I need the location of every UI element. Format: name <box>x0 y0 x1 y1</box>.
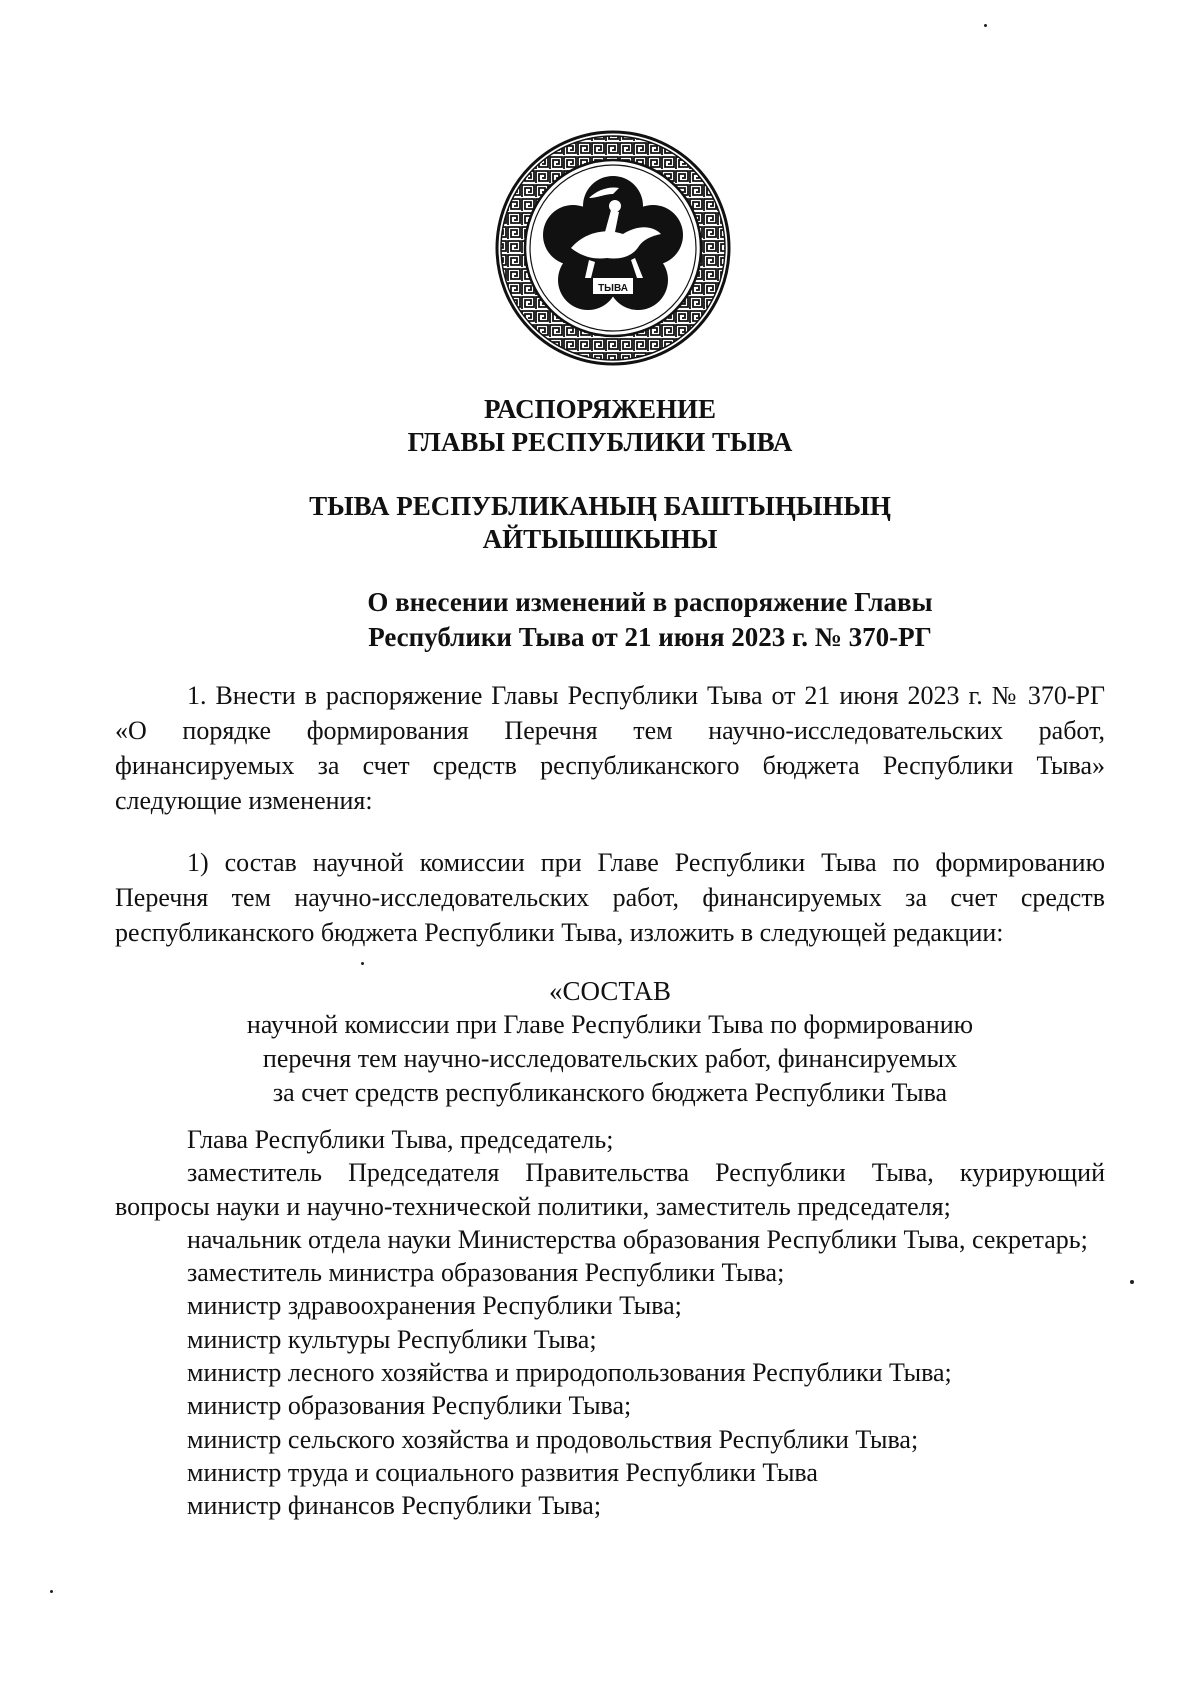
tuva-emblem-icon <box>493 128 733 368</box>
member-item: заместитель министра образования Республики Тыва; <box>187 1258 785 1288</box>
title-ru-line1: РАСПОРЯЖЕНИЕ <box>483 394 717 424</box>
member-item: министр лесного хозяйства и природопользования Республики Тыва; <box>187 1358 952 1388</box>
emblem-text: ТЫВА <box>598 283 628 294</box>
composition-line2: перечня тем научно-исследовательских работ, финансируемых <box>262 1044 958 1073</box>
composition-line3: за счет средств республиканского бюджета Республики Тыва <box>272 1078 948 1107</box>
member-item: министр культуры Республики Тыва; <box>187 1324 597 1354</box>
scan-speck <box>984 24 987 27</box>
scan-speck <box>361 962 364 965</box>
composition-title: «СОСТАВ <box>548 976 671 1006</box>
members-list <box>115 1123 1105 1523</box>
title-ty-line1: ТЫВА РЕСПУБЛИКАНЫҢ БАШТЫҢЫНЫҢ <box>309 491 891 521</box>
composition-heading <box>160 974 1060 1110</box>
member-item: заместитель Председателя Правительства Республики Тыва, курирующий вопросы науки и научно-технической политики, заместитель председателя; <box>115 1158 1105 1221</box>
composition-line1: научной комиссии при Главе Республики Тыва по формированию <box>246 1010 974 1039</box>
paragraph-2 <box>115 845 1105 950</box>
member-item: министр сельского хозяйства и продовольствия Республики Тыва; <box>187 1424 919 1454</box>
document-title-ty <box>0 490 1200 556</box>
paragraph-2-text: 1) состав научной комиссии при Главе Республики Тыва по формированию Перечня тем научно-исследовательских работ, финансируемых за счет средств республиканского бюджета Республики Тыва, изложить в следующей редакции: <box>115 848 1105 947</box>
member-item: Глава Республики Тыва, председатель; <box>187 1125 614 1154</box>
title-ty-line2: АЙТЫЫШКЫНЫ <box>482 524 718 554</box>
member-item: министр здравоохранения Республики Тыва; <box>187 1291 682 1321</box>
subject-line2: Республики Тыва от 21 июня 2023 г. № 370-РГ <box>368 622 932 652</box>
member-item: министр образования Республики Тыва; <box>187 1391 632 1421</box>
document-title-ru <box>0 393 1200 459</box>
scan-speck <box>1130 1280 1134 1284</box>
subject-line1: О внесении изменений в распоряжение Главы <box>367 587 933 617</box>
title-ru-line2: ГЛАВЫ РЕСПУБЛИКИ ТЫВА <box>407 427 793 457</box>
scan-speck <box>50 1590 53 1593</box>
paragraph-1-text: 1. Внести в распоряжение Главы Республики Тыва от 21 июня 2023 г. № 370-РГ «О порядке формирования Перечня тем научно-исследовательских работ, финансируемых за счет средств республиканского бюджета Республики Тыва» следующие изменения: <box>115 681 1105 815</box>
member-item: министр труда и социального развития Республики Тыва <box>187 1457 818 1487</box>
member-item: начальник отдела науки Министерства образования Республики Тыва, секретарь; <box>187 1224 1088 1254</box>
paragraph-1 <box>115 678 1105 818</box>
document-subject <box>330 585 970 655</box>
member-item: министр финансов Республики Тыва; <box>187 1491 602 1521</box>
